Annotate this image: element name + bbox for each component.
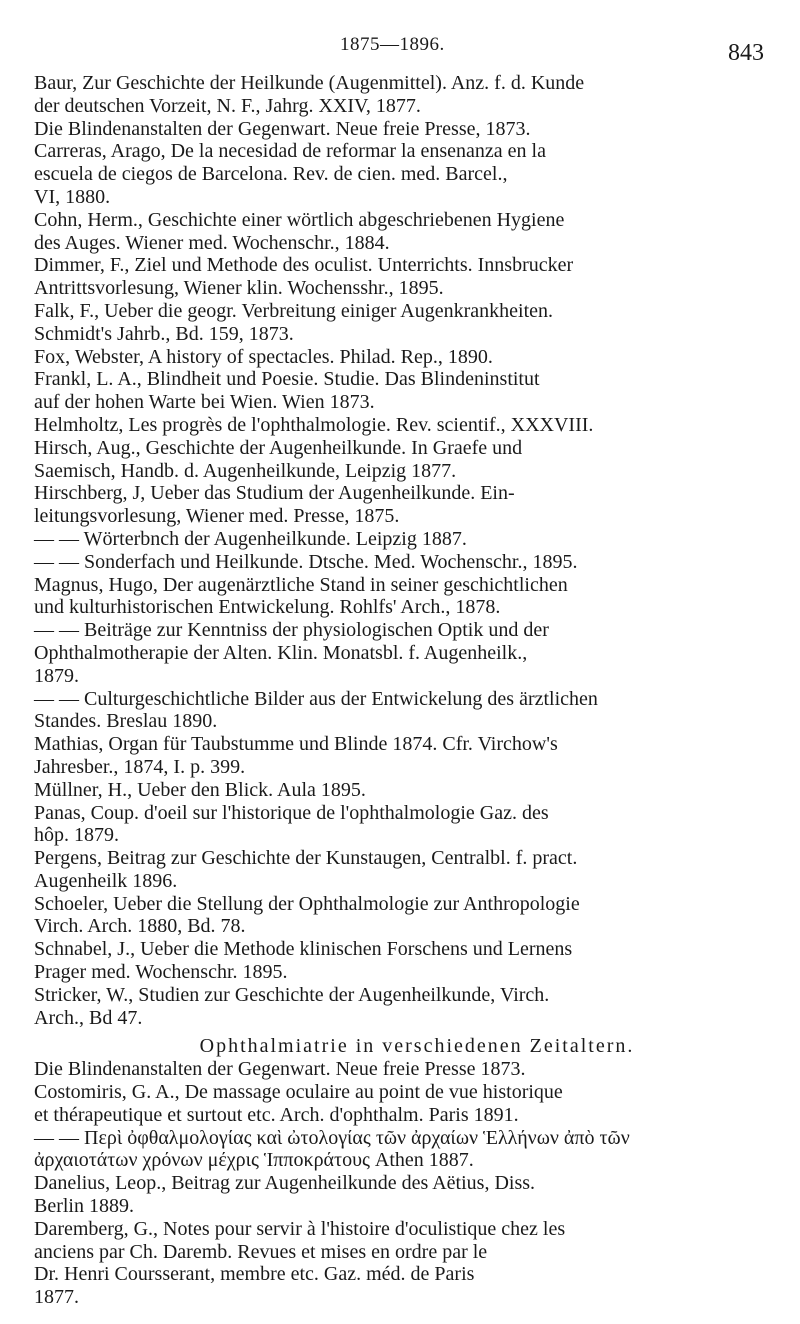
bibliography-entry	[34, 346, 760, 369]
entry-continuation-line: Antrittsvorlesung, Wiener klin. Wochensshr., 1895.	[34, 277, 444, 300]
page-number: 843	[728, 40, 764, 66]
bibliography-entry	[34, 528, 760, 551]
entry-continuation-line: VI, 1880.	[34, 185, 111, 208]
entry-continuation-line: Standes. Breslau 1890.	[34, 710, 218, 733]
entry-continuation-line: 1877.	[34, 1286, 79, 1309]
entry-first-line: Panas, Coup. d'oeil sur l'historique de l'ophthalmologie Gaz. des	[34, 801, 549, 824]
bibliography-entry	[34, 802, 760, 848]
entry-continuation-line: Arch., Bd 47.	[34, 1006, 143, 1029]
entry-first-line: Danelius, Leop., Beitrag zur Augenheilkunde des Aëtius, Diss.	[34, 1172, 536, 1195]
bibliography-entry	[34, 779, 760, 802]
entry-continuation-line: escuela de ciegos de Barcelona. Rev. de cien. med. Barcel.,	[34, 163, 508, 186]
entry-continuation-line: Augenheilk 1896.	[34, 869, 178, 892]
entry-continuation-line: Dr. Henri Coursserant, membre etc. Gaz. méd. de Paris	[34, 1263, 475, 1286]
entry-continuation-line: et thérapeutique et surtout etc. Arch. d'ophthalm. Paris 1891.	[34, 1103, 519, 1126]
entry-first-line: Pergens, Beitrag zur Geschichte der Kunstaugen, Centralbl. f. pract.	[34, 847, 578, 870]
bibliography-entry	[34, 118, 760, 141]
entry-continuation-line: ἀρχαιοτάτων χρόνων μέχρις Ἱπποκράτους Athen 1887.	[34, 1149, 474, 1172]
entry-first-line: Helmholtz, Les progrès de l'ophthalmologie. Rev. scientif., XXXVIII.	[34, 413, 594, 436]
bibliography-entry	[34, 1172, 760, 1218]
entry-first-line: — — Περὶ ὀφθαλμολογίας καὶ ὠτολογίας τῶν ἀρχαίων Ἑλλήνων ἀπὸ τῶν	[34, 1126, 630, 1149]
year-range: 1875—1896.	[340, 34, 445, 55]
bibliography-entry	[34, 368, 760, 414]
bibliography-entry	[34, 140, 760, 208]
section-entry-list	[34, 1058, 760, 1309]
bibliography-entry	[34, 893, 760, 939]
entry-first-line: Mathias, Organ für Taubstumme und Blinde 1874. Cfr. Virchow's	[34, 733, 558, 756]
running-header	[0, 30, 800, 64]
entry-continuation-line: auf der hohen Warte bei Wien. Wien 1873.	[34, 391, 375, 414]
entry-first-line: — — Culturgeschichtliche Bilder aus der Entwickelung des ärztlichen	[34, 687, 598, 710]
entry-continuation-line: der deutschen Vorzeit, N. F., Jahrg. XXIV, 1877.	[34, 94, 421, 117]
bibliography-entry	[34, 733, 760, 779]
bibliography-entry	[34, 551, 760, 574]
entry-continuation-line: Schmidt's Jahrb., Bd. 159, 1873.	[34, 322, 294, 345]
bibliography-entry	[34, 209, 760, 255]
entry-first-line: Die Blindenanstalten der Gegenwart. Neue freie Presse, 1873.	[34, 117, 531, 140]
entry-first-line: Magnus, Hugo, Der augenärztliche Stand in seiner geschichtlichen	[34, 573, 568, 596]
bibliography-entry	[34, 619, 760, 687]
entry-first-line: Schoeler, Ueber die Stellung der Ophthalmologie zur Anthropologie	[34, 892, 580, 915]
bibliography-entry	[34, 300, 760, 346]
entry-continuation-line: Ophthalmotherapie der Alten. Klin. Monatsbl. f. Augenheilk.,	[34, 641, 528, 664]
entry-first-line: Müllner, H., Ueber den Blick. Aula 1895.	[34, 778, 366, 801]
entry-first-line: Carreras, Arago, De la necesidad de reformar la ensenanza en la	[34, 140, 546, 163]
entry-continuation-line: Berlin 1889.	[34, 1195, 134, 1218]
bibliography-entry	[34, 1127, 760, 1173]
section-heading: Ophthalmiatrie in verschiedenen Zeitaltern.	[199, 1035, 635, 1058]
entry-continuation-line: Jahresber., 1874, I. p. 399.	[34, 755, 246, 778]
bibliography-entry	[34, 482, 760, 528]
bibliography-entry	[34, 72, 760, 118]
bibliography-entry	[34, 847, 760, 893]
bibliography-entry	[34, 414, 760, 437]
entry-continuation-line: anciens par Ch. Daremb. Revues et mises en ordre par le	[34, 1240, 488, 1263]
bibliography-entry	[34, 1218, 760, 1309]
entry-first-line: Baur, Zur Geschichte der Heilkunde (Augenmittel). Anz. f. d. Kunde	[34, 72, 585, 94]
bibliography-entry	[34, 574, 760, 620]
bibliography-entry	[34, 688, 760, 734]
bibliography-entry	[34, 1081, 760, 1127]
entry-first-line: — — Wörterbnch der Augenheilkunde. Leipzig 1887.	[34, 527, 467, 550]
entry-continuation-line: des Auges. Wiener med. Wochenschr., 1884.	[34, 231, 390, 254]
entry-first-line: Die Blindenanstalten der Gegenwart. Neue freie Presse 1873.	[34, 1058, 526, 1081]
entry-first-line: Fox, Webster, A history of spectacles. Philad. Rep., 1890.	[34, 345, 493, 368]
bibliography-entry	[34, 938, 760, 984]
entry-first-line: Costomiris, G. A., De massage oculaire au point de vue historique	[34, 1081, 563, 1104]
entry-continuation-line: Saemisch, Handb. d. Augenheilkunde, Leipzig 1877.	[34, 459, 457, 482]
entry-first-line: Stricker, W., Studien zur Geschichte der Augenheilkunde, Virch.	[34, 983, 550, 1006]
entry-continuation-line: Prager med. Wochenschr. 1895.	[34, 961, 288, 984]
entry-continuation-line: leitungsvorlesung, Wiener med. Presse, 1875.	[34, 505, 400, 528]
entry-first-line: Frankl, L. A., Blindheit und Poesie. Studie. Das Blindeninstitut	[34, 368, 540, 391]
bibliography-entry	[34, 1058, 760, 1081]
entry-continuation-line: 1879.	[34, 664, 79, 687]
entry-first-line: Daremberg, G., Notes pour servir à l'histoire d'oculistique chez les	[34, 1217, 566, 1240]
entry-first-line: — — Beiträge zur Kenntniss der physiologischen Optik und der	[34, 619, 549, 642]
bibliography-entry	[34, 984, 760, 1030]
entry-first-line: Hirschberg, J, Ueber das Studium der Augenheilkunde. Ein-	[34, 482, 515, 505]
entry-first-line: Falk, F., Ueber die geogr. Verbreitung einiger Augenkrankheiten.	[34, 299, 554, 322]
bibliography-entry	[34, 437, 760, 483]
bibliography	[34, 72, 760, 1309]
bibliography-entry	[34, 254, 760, 300]
entry-first-line: Schnabel, J., Ueber die Methode klinischen Forschens und Lernens	[34, 938, 573, 961]
entry-list	[34, 72, 760, 1029]
entry-first-line: Cohn, Herm., Geschichte einer wörtlich abgeschriebenen Hygiene	[34, 208, 565, 231]
entry-continuation-line: hôp. 1879.	[34, 824, 119, 847]
entry-continuation-line: und kulturhistorischen Entwickelung. Rohlfs' Arch., 1878.	[34, 596, 501, 619]
entry-first-line: Hirsch, Aug., Geschichte der Augenheilkunde. In Graefe und	[34, 436, 523, 459]
entry-continuation-line: Virch. Arch. 1880, Bd. 78.	[34, 915, 246, 938]
entry-first-line: Dimmer, F., Ziel und Methode des oculist. Unterrichts. Innsbrucker	[34, 254, 574, 277]
entry-first-line: — — Sonderfach und Heilkunde. Dtsche. Med. Wochenschr., 1895.	[34, 550, 578, 573]
